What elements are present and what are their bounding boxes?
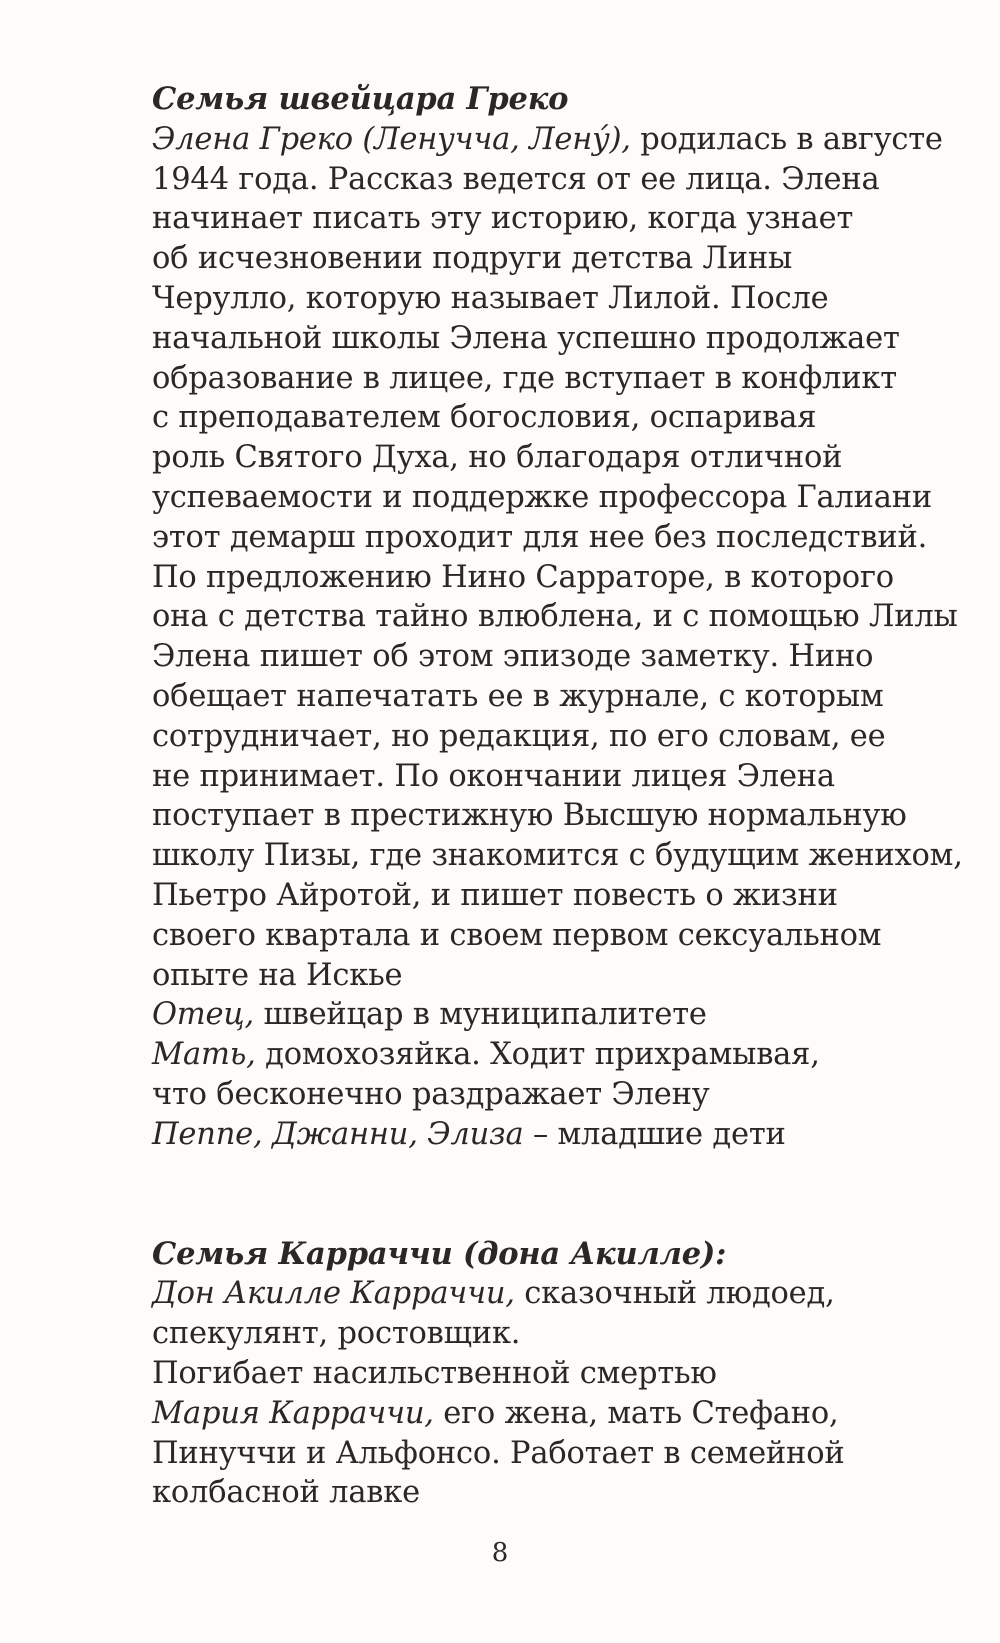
body-line: об исчезновении подруги детства Лины [152,241,793,277]
entry-name-don-achille: Дон Акилле Карраччи, [152,1276,515,1312]
body-line: Пьетро Айротой, и пишет повесть о жизни [152,877,838,913]
body-line: успеваемости и поддержке профессора Галиани [152,479,932,515]
section-heading-carracci: Семья Карраччи (дона Акилле): [152,1235,727,1272]
body-line: обещает напечатать ее в журнале, с которым [152,678,884,714]
body-line: Пинуччи и Альфонсо. Работает в семейной [152,1435,845,1471]
body-line: своего квартала и своем первом сексуальном [152,917,882,953]
entry-text: сказочный людоед, [514,1276,835,1312]
body-line: поступает в престижную Высшую нормальную [152,798,907,834]
body-line: Элена пишет об этом эпизоде заметку. Нино [152,639,874,675]
body-line: сотрудничает, но редакция, по его словам, ее [152,718,886,754]
entry-text: родилась в августе [630,121,943,157]
body-line: с преподавателем богословия, оспаривая [152,400,817,436]
body-line: образование в лицее, где вступает в конфликт [152,360,897,396]
body-line: не принимает. По окончании лицея Элена [152,758,835,794]
body-line: опыте на Искье [152,957,403,993]
entry-maria [152,1394,952,1434]
entry-father [152,995,952,1035]
body-line: что бесконечно раздражает Элену [152,1076,710,1112]
entry-name-children: Пеппе, Джанни, Элиза [152,1116,524,1152]
entry-text: его жена, мать Стефано, [433,1395,839,1431]
entry-name-elena: Элена Греко (Ленучча, Лену́), [152,121,631,157]
page-number: 8 [491,1538,509,1568]
body-line: она с детства тайно влюблена, и с помощью Лилы [152,599,958,635]
entry-mother [152,1035,952,1075]
entry-name-maria: Мария Карраччи, [152,1395,434,1431]
entry-text: – младшие дети [523,1116,786,1152]
body-line: школу Пизы, где знакомится с будущим женихом, [152,838,963,874]
body-line: этот демарш проходит для нее без последствий. [152,519,928,555]
body-line: По предложению Нино Сарраторе, в которого [152,559,894,595]
body-line: Погибает насильственной смертью [152,1355,717,1391]
body-line: роль Святого Духа, но благодаря отличной [152,440,843,476]
entry-text: домохозяйка. Ходит прихрамывая, [255,1037,820,1073]
entry-don-achille [152,1274,952,1314]
section-heading-greco: Семья швейцара Греко [152,81,569,117]
body-line: колбасной лавке [152,1475,420,1511]
section-gap [152,1155,952,1235]
entry-text: швейцар в муниципалитете [253,997,707,1033]
entry-elena-first-line [152,120,952,160]
body-line: спекулянт, ростовщик. [152,1316,521,1352]
body-line: начинает писать эту историю, когда узнает [152,201,854,237]
entry-name-mother: Мать, [152,1037,256,1073]
entry-children [152,1115,952,1155]
body-line: 1944 года. Рассказ ведется от ее лица. Элена [152,161,880,197]
entry-name-father: Отец, [152,997,254,1033]
page-content [152,80,963,1513]
body-line: Черулло, которую называет Лилой. После [152,280,829,316]
body-line: начальной школы Элена успешно продолжает [152,320,900,356]
